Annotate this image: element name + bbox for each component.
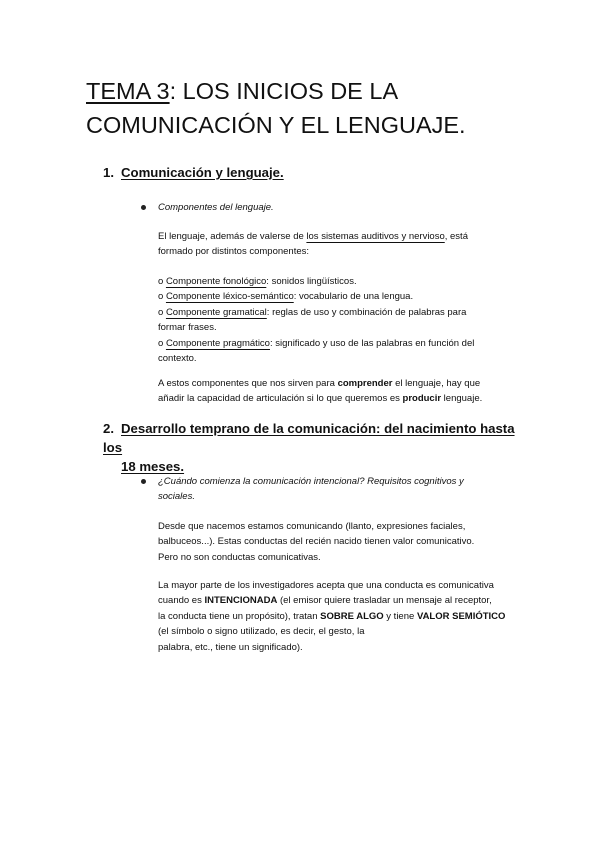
section2-para1 [158,519,503,565]
para1-line: balbuceos...). Estas conductas del recién nacido tienen valor comunicativo. [158,536,475,548]
closing-text: A estos componentes que nos sirven para [158,378,338,389]
bold-intencionada: INTENCIONADA [204,595,278,607]
list-item-prefix: o [158,306,166,318]
para2-line5: palabra, etc., tiene un significado). [158,641,303,653]
section1-heading [103,163,284,182]
list-item-continuation: contexto. [158,353,197,365]
list-item-prefix: o [158,337,166,349]
para1-line: Desde que nacemos estamos comunicando (llanto, expresiones faciales, [158,521,466,532]
closing-bold-comprender: comprender [337,378,393,389]
closing-line2 [158,391,503,406]
closing-line1 [158,376,503,391]
component-desc: : reglas de uso y combinación de palabras para [266,306,467,318]
intro-line1 [158,229,503,244]
intro-underlined-term: los sistemas auditivos y nervioso [306,231,445,242]
component-name: Componente gramatical [165,306,267,318]
para2-line1: La mayor parte de los investigadores acepta que una conducta es comunicativa [158,580,494,591]
closing-bold-producir: producir [402,393,442,405]
component-desc: : sonidos lingüísticos. [266,276,357,287]
para2-line2 [158,593,503,608]
bold-sobre-algo: SOBRE ALGO [320,610,384,622]
section1-closing [158,376,503,407]
component-desc: : vocabulario de una lengua. [293,291,414,303]
list-item [158,336,503,351]
title-tema: TEMA 3 [86,78,170,104]
section1-intro [158,229,503,260]
section1-bullet-text: Componentes del lenguaje. [158,202,274,213]
component-name: Componente fonológico [165,276,267,287]
list-item-prefix: o [158,291,166,303]
section1-bullet [141,200,491,215]
closing-text: añadir la capacidad de articulación si lo que queremos es [158,393,403,405]
section2-heading-line1: Desarrollo temprano de la comunicación: del nacimiento hasta los [103,421,515,455]
page-title [86,74,546,142]
section2-para2 [158,578,506,655]
section2-heading [103,419,523,476]
para2-text: la conducta tiene un propósito), tratan [158,610,321,622]
list-item-continuation: formar frases. [158,322,217,334]
list-item [158,289,503,304]
title-line2: COMUNICACIÓN Y EL LENGUAJE. [86,112,466,138]
component-desc: : significado y uso de las palabras en función del [269,337,475,349]
component-name: Componente léxico-semántico [165,291,294,303]
intro-after-link: , está [444,231,468,242]
component-name: Componente pragmático [165,337,270,349]
list-item-prefix: o [158,276,166,287]
para2-text: (el emisor quiere trasladar un mensaje al receptor, [277,595,492,607]
para2-text: cuando es [158,595,205,607]
list-item [158,305,503,320]
section2-bullet [141,474,491,504]
bullet-dot-icon [141,205,146,210]
section2-heading-line2: 18 meses. [121,459,185,474]
closing-text: lenguaje. [441,393,483,405]
components-list [158,274,503,366]
section2-bullet-line1: ¿Cuándo comienza la comunicación intencional? Requisitos cognitivos y [158,476,464,487]
title-rest-line1: : LOS INICIOS DE LA [169,78,399,104]
intro-before-link: El lenguaje, además de valerse de [158,231,307,242]
list-item [158,274,503,289]
section1-number: 1. [103,165,114,180]
intro-line2: formado por distintos componentes: [158,246,310,258]
para2-line3 [158,609,506,624]
bullet-dot-icon [141,479,146,484]
section2-number: 2. [103,421,114,436]
section1-heading-text: Comunicación y lenguaje. [121,165,284,180]
section2-bullet-line2: sociales. [158,491,195,502]
para2-text: y tiene [383,610,417,622]
para2-line4: (el símbolo o signo utilizado, es decir, el gesto, la [158,626,365,638]
closing-text: el lenguaje, hay que [392,378,481,389]
bold-valor-semiotico: VALOR SEMIÓTICO [416,610,506,622]
para1-line: Pero no son conductas comunicativas. [158,551,321,563]
